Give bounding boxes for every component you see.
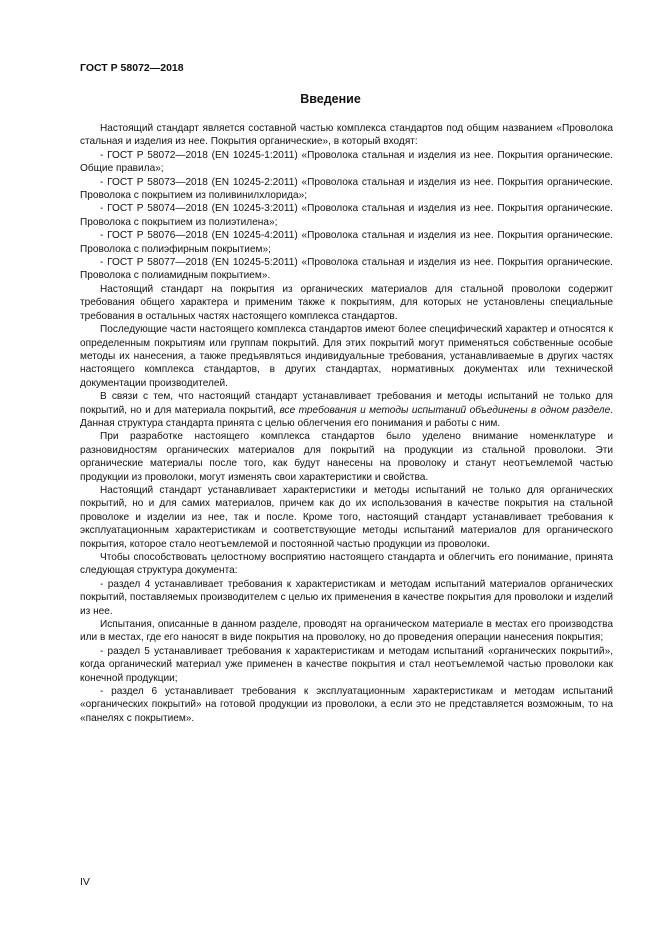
list-item: - раздел 6 устанавливает требования к эксплуатационным характеристикам и методам испытаний «органических покрытий» на готовой продукции из проволоки, а если это не представляется возможным, то на «панелях с покрытием». bbox=[80, 686, 613, 724]
paragraph: Настоящий стандарт устанавливает характеристики и методы испытаний не только для органических покрытий, но и для самих материалов, причем как до их использования в качестве покрытия на стальной проволоке и изделии из нее, так и после. Кроме того, настоящий стандарт устанавливает требования к эксплуатационным характеристикам и соответствующие методы испытаний материалов для органического покрытия, которое стало неотъемлемой и постоянной частью продукции из проволоки. bbox=[80, 484, 613, 550]
list-item: - раздел 4 устанавливает требования к характеристикам и методам испытаний материалов органических покрытий, поставляемых производителем с целью их применения в качестве покрытия для проволоки и изделий из нее. bbox=[80, 578, 613, 617]
paragraph: Последующие части настоящего комплекса стандартов имеют более специфический характер и относятся к определенным покрытиям или группам покрытий. Для этих покрытий могут применяться собственные особые методы их нанесения, а также предъявляться индивидуальные требования, устанавливаемые в других частях настоящего комплекса стандартов, в других стандартах, нормативных документах или технической документации производителей. bbox=[80, 324, 613, 389]
list-item: - ГОСТ Р 58073—2018 (EN 10245-2:2011) «Проволока стальная и изделия из нее. Покрытия органические. Проволока с покрытием из поливинилхлорида»; bbox=[80, 176, 613, 202]
paragraph bbox=[80, 390, 613, 430]
paragraph: При разработке настоящего комплекса стандартов было уделено внимание номенклатуре и разновидностям органических материалов для покрытий на продукции из стальной проволоки. Эти органические материалы после того, как будут нанесены на проволоку и станут неотъемлемой частью продукции из проволоки, могут изменять свои характеристики и свойства. bbox=[80, 431, 613, 483]
paragraph: Чтобы способствовать целостному восприятию настоящего стандарта и облегчить его понимание, принята следующая структура документа: bbox=[80, 552, 613, 577]
paragraph: Настоящий стандарт является составной частью комплекса стандартов под общим названием «Проволока стальная и изделия из нее. Покрытия органические», в который входят: bbox=[80, 123, 613, 148]
list-item: - ГОСТ Р 58077—2018 (EN 10245-5:2011) «Проволока стальная и изделия из нее. Покрытия органические. Проволока с полиамидным покрытием». bbox=[80, 257, 613, 282]
list-item: - ГОСТ Р 58072—2018 (EN 10245-1:2011) «Проволока стальная и изделия из нее. Покрытия органические. Общие правила»; bbox=[80, 149, 613, 175]
page-number: IV bbox=[80, 876, 90, 888]
section-title: Введение bbox=[300, 92, 361, 106]
list-item: - ГОСТ Р 58074—2018 (EN 10245-3:2011) «Проволока стальная и изделия из нее. Покрытия органические. Проволока с покрытием из полиэтилена»; bbox=[80, 203, 613, 228]
paragraph: Настоящий стандарт на покрытия из органических материалов для стальной проволоки содержит требования общего характера и применим также к покрытиям, для которых не установлены специальные требования в остальных частях настоящего комплекса стандартов. bbox=[80, 283, 613, 322]
paragraph-text: . Данная структура стандарта принята с целью облегчения его понимания и работы с ним. bbox=[80, 404, 613, 429]
paragraph: Испытания, описанные в данном разделе, проводят на органическом материале в местах его производства или в местах, где его наносят в виде покрытия на проволоку, но до проведения операции нанесения покрытия; bbox=[80, 619, 613, 644]
emphasized-text: все требования и методы испытаний объединены в одном разделе bbox=[279, 404, 611, 416]
paragraph-text: В связи с тем, что настоящий стандарт устанавливает требования и методы испытаний не только для покрытий, но и для материала покрытий, bbox=[80, 391, 613, 416]
list-item: - ГОСТ Р 58076—2018 (EN 10245-4:2011) «Проволока стальная и изделия из нее. Покрытия органические. Проволока с полиэфирным покрытием»; bbox=[80, 230, 613, 255]
document-header: ГОСТ Р 58072—2018 bbox=[80, 62, 184, 74]
body-text bbox=[80, 122, 613, 725]
list-item: - раздел 5 устанавливает требования к характеристикам и методам испытаний «органических покрытий», когда органический материал уже применен в качестве покрытия и стал неотъемлемой частью проволоки как конечной продукции; bbox=[80, 645, 613, 684]
